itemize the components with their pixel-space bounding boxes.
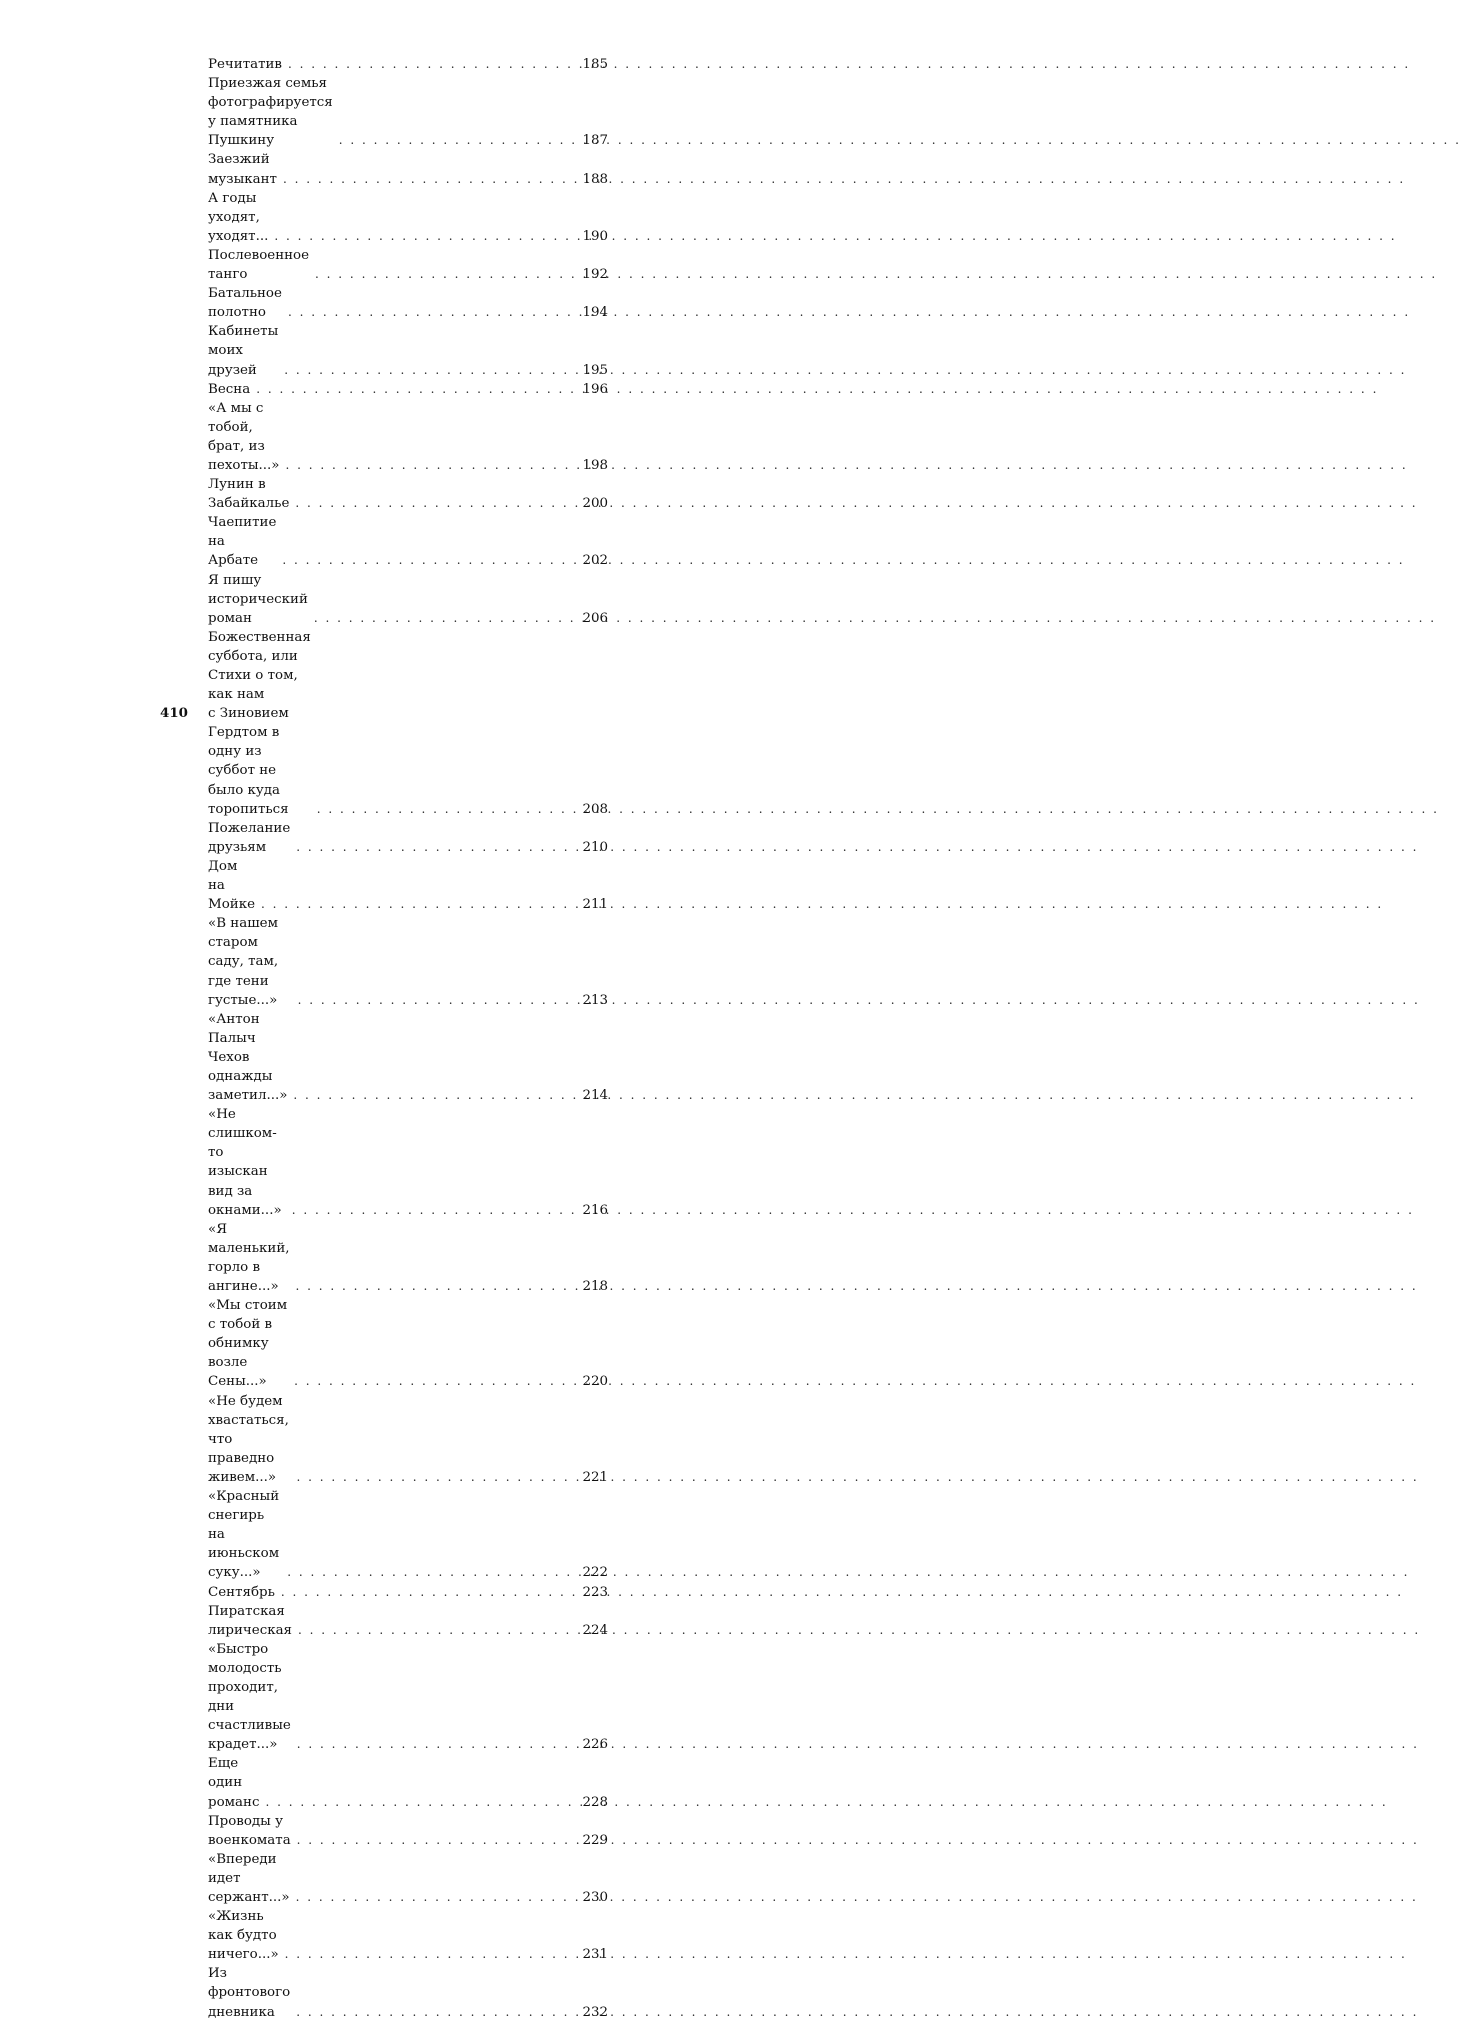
toc-entry-page: 232 — [582, 2004, 608, 2020]
toc-entry-title: «Жизнь как будто ничего...» — [208, 1909, 279, 1963]
toc-entry-page: 230 — [582, 1890, 608, 1905]
dot-leader — [288, 55, 576, 74]
toc-entry-page: 187 — [582, 133, 608, 149]
toc-entry-page: 226 — [582, 1737, 608, 1753]
toc-entry — [208, 1296, 608, 1391]
toc-entry-title: «Красный снегирь на июньском суку...» — [208, 1489, 280, 1581]
dot-leader — [296, 2003, 576, 2022]
toc-entry-page: 213 — [582, 992, 608, 1008]
toc-entry — [208, 1964, 608, 2021]
toc-entry-page: 192 — [582, 267, 608, 283]
toc-entry-title: «Не слишком-то изыскан вид за окнами...» — [208, 1107, 282, 1218]
toc-entry-title: Заезжий музыкант — [208, 152, 277, 187]
toc-entry — [208, 1583, 608, 1602]
toc-entry-title: «Не будем хвастаться, что праведно живем...» — [208, 1393, 289, 1485]
toc-entry — [208, 246, 608, 284]
toc-entry-title: «Впереди идет сержант...» — [208, 1851, 290, 1905]
toc-entry-page: 208 — [582, 801, 608, 817]
dot-leader — [284, 361, 576, 380]
toc-entry-title: А годы уходят, уходят... — [208, 190, 269, 244]
toc-entry — [208, 914, 608, 1009]
toc-entry-page: 210 — [582, 839, 608, 855]
dot-leader — [315, 265, 576, 284]
toc-entry — [208, 1640, 608, 1755]
toc-entry-title: «В нашем старом саду, там, где тени густые...» — [208, 916, 279, 1008]
toc-entry — [208, 284, 608, 322]
toc-entry — [208, 1220, 608, 1296]
dot-leader — [295, 494, 576, 513]
toc-entry — [208, 857, 608, 914]
toc-entry-page: 231 — [582, 1947, 608, 1963]
dot-leader — [283, 170, 576, 189]
toc-entry — [208, 74, 608, 150]
toc-entry-title: Лунин в Забайкалье — [208, 477, 290, 512]
toc-entry — [208, 399, 608, 475]
dot-leader — [296, 1277, 576, 1296]
toc-entry — [208, 1392, 608, 1487]
toc-entry — [208, 513, 608, 570]
toc-entry-page: 229 — [582, 1832, 608, 1848]
toc-entry — [208, 475, 608, 513]
dot-leader — [265, 1793, 576, 1812]
toc-entry-page: 196 — [582, 381, 608, 397]
toc-entry — [208, 380, 608, 399]
toc-entry-title: «Я маленький, горло в ангине...» — [208, 1221, 290, 1294]
toc-entry-page: 211 — [582, 897, 608, 913]
dot-leader — [296, 1468, 576, 1487]
toc-entry-title: Приезжая семья фотографируется у памятника Пушкину — [208, 76, 333, 149]
toc-entry-title: Пожелание друзьям — [208, 820, 291, 855]
toc-entry-title: Сентябрь — [208, 1584, 275, 1600]
toc-entry-title: Я пишу исторический роман — [208, 572, 308, 626]
toc-entry-title: «Быстро молодость проходит, дни счастливые крадет...» — [208, 1641, 291, 1753]
table-of-contents — [208, 55, 608, 2022]
toc-entry — [208, 189, 608, 246]
toc-entry — [208, 55, 608, 74]
dot-leader — [288, 303, 576, 322]
dot-leader — [285, 1945, 576, 1964]
toc-entry-page: 218 — [582, 1279, 608, 1294]
toc-entry-page: 224 — [582, 1622, 608, 1638]
page-number: 410 — [160, 705, 188, 721]
toc-entry — [208, 1907, 608, 1964]
toc-entry-page: 200 — [582, 496, 608, 512]
toc-entry — [208, 1105, 608, 1220]
toc-entry-page: 190 — [582, 228, 608, 244]
toc-entry-title: «Мы стоим с тобой в обнимку возле Сены...» — [208, 1298, 288, 1390]
toc-entry-title: Пиратская лирическая — [208, 1603, 293, 1638]
toc-entry-title: Батальное полотно — [208, 286, 282, 321]
toc-entry-page: 220 — [582, 1374, 608, 1390]
dot-leader — [314, 609, 576, 628]
dot-leader — [281, 1583, 576, 1602]
toc-entry-page: 188 — [582, 171, 608, 187]
toc-entry-page: 202 — [582, 553, 608, 569]
dot-leader — [287, 1563, 576, 1582]
toc-entry — [208, 1850, 608, 1907]
dot-leader — [282, 551, 576, 570]
toc-entry-title: Весна — [208, 381, 251, 397]
toc-entry — [208, 1812, 608, 1850]
toc-entry — [208, 1487, 608, 1582]
toc-entry-title: Речитатив — [208, 57, 282, 72]
toc-entry-page: 228 — [582, 1794, 608, 1810]
dot-leader — [292, 1201, 576, 1220]
toc-entry — [208, 628, 608, 819]
toc-entry — [208, 571, 608, 628]
toc-entry-page: 216 — [582, 1202, 608, 1218]
toc-entry-page: 194 — [582, 305, 608, 321]
toc-entry-title: Еще один романс — [208, 1756, 260, 1810]
toc-entry-title: «Антон Палыч Чехов однажды заметил...» — [208, 1011, 288, 1104]
toc-entry — [208, 1754, 608, 1811]
toc-entry-page: 206 — [582, 610, 608, 626]
dot-leader — [261, 895, 576, 914]
toc-entry — [208, 322, 608, 379]
dot-leader — [256, 380, 576, 399]
toc-entry-page: 195 — [582, 362, 608, 378]
dot-leader — [294, 1372, 576, 1391]
dot-leader — [297, 1831, 576, 1850]
toc-entry-title: «А мы с тобой, брат, из пехоты...» — [208, 400, 280, 473]
toc-entry-title: Чаепитие на Арбате — [208, 515, 277, 569]
dot-leader — [286, 456, 577, 475]
toc-entry-title: Божественная суббота, или Стихи о том, как нам с Зиновием Гердтом в одну из суббот не было куда торопиться — [208, 629, 311, 817]
dot-leader — [274, 227, 576, 246]
toc-entry-page: 214 — [582, 1088, 608, 1104]
toc-entry — [208, 1602, 608, 1640]
toc-entry-title: Из фронтового дневника — [208, 1966, 291, 2020]
toc-entry — [208, 1010, 608, 1105]
dot-leader — [296, 1888, 576, 1907]
dot-leader — [317, 800, 576, 819]
dot-leader — [298, 1621, 576, 1640]
toc-entry — [208, 819, 608, 857]
dot-leader — [297, 1735, 576, 1754]
toc-entry-page: 198 — [582, 457, 608, 473]
toc-entry-title: Проводы у военкомата — [208, 1813, 291, 1848]
toc-entry — [208, 150, 608, 188]
toc-entry-page: 222 — [582, 1565, 608, 1581]
toc-entry-page: 185 — [582, 57, 608, 72]
dot-leader — [298, 991, 576, 1010]
dot-leader — [296, 838, 576, 857]
toc-entry-page: 221 — [582, 1469, 608, 1485]
dot-leader — [339, 131, 576, 150]
dot-leader — [293, 1086, 576, 1105]
toc-entry-page: 223 — [582, 1584, 608, 1600]
toc-entry-title: Послевоенное танго — [208, 247, 310, 283]
toc-entry-title: Дом на Мойке — [208, 858, 255, 913]
toc-entry-title: Кабинеты моих друзей — [208, 324, 279, 378]
